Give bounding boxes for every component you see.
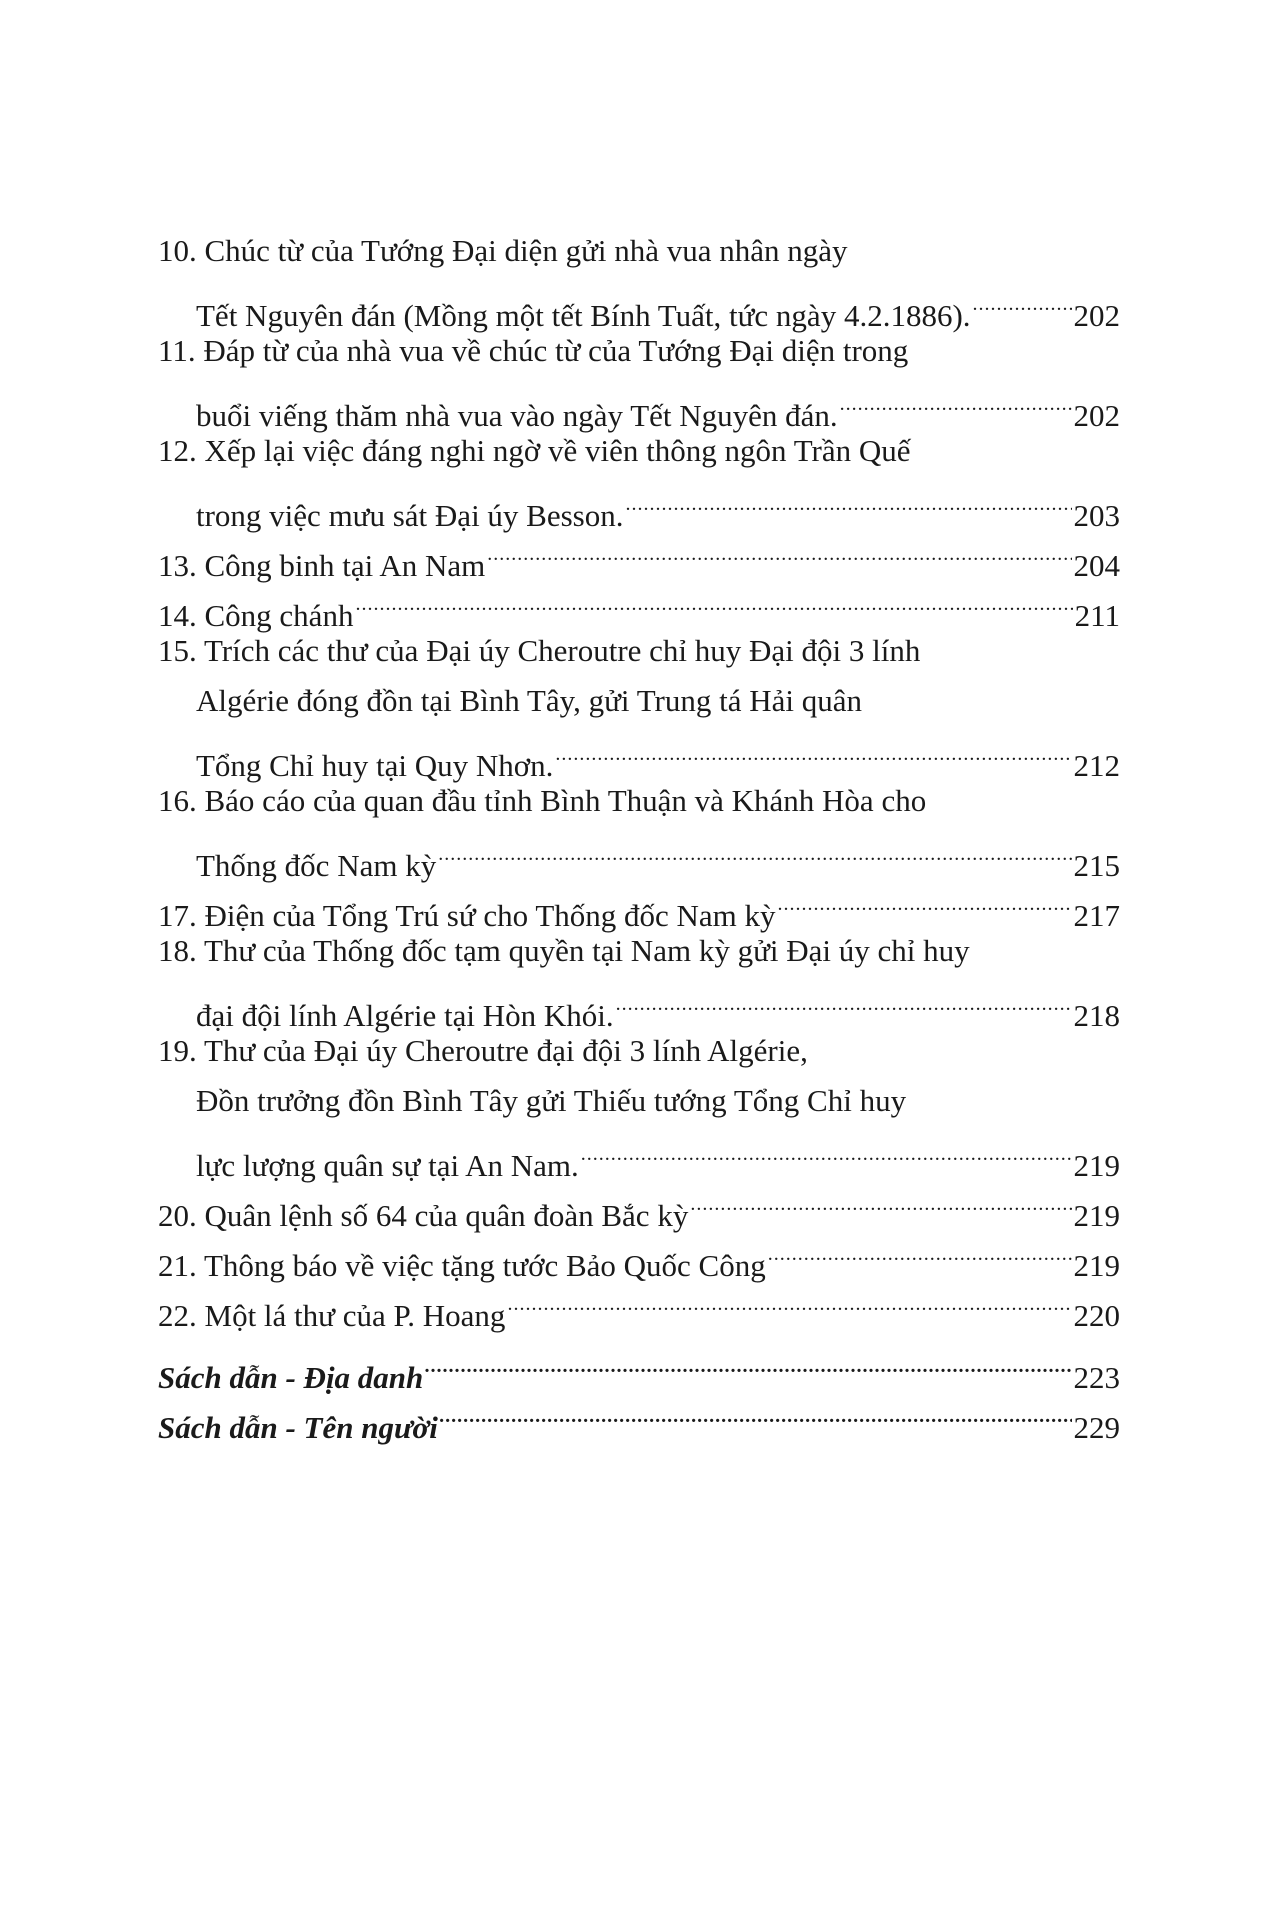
- index-title-person-names: Sách dẫn - Tên người: [158, 1410, 438, 1445]
- toc-line: [158, 426, 1120, 476]
- dot-leader: [487, 526, 1071, 576]
- dot-leader: [438, 826, 1071, 876]
- toc-page-number: 212: [1073, 748, 1120, 783]
- toc-line: [158, 676, 1120, 726]
- toc-page-number: 215: [1073, 848, 1120, 883]
- toc-page-number: 220: [1073, 1298, 1120, 1333]
- toc-entry-title-continued: lực lượng quân sự tại An Nam.: [196, 1148, 579, 1183]
- toc-entry-title: 21. Thông báo về việc tặng tước Bảo Quốc Công: [158, 1248, 766, 1283]
- dot-leader: [778, 876, 1072, 926]
- toc-line: [158, 1076, 1120, 1126]
- toc-entry-title: 10. Chúc từ của Tướng Đại diện gửi nhà vua nhân ngày: [158, 233, 848, 268]
- toc-entry-title: 15. Trích các thư của Đại úy Cheroutre chỉ huy Đại đội 3 lính: [158, 633, 921, 668]
- dot-leader: [507, 1276, 1071, 1326]
- toc-entry-title-continued: Algérie đóng đồn tại Bình Tây, gửi Trung tá Hải quân: [196, 683, 863, 718]
- toc-line: [158, 276, 1120, 333]
- toc-entry-title-continued: Thống đốc Nam kỳ: [196, 848, 437, 883]
- dot-leader: [840, 376, 1072, 426]
- toc-page-number: 218: [1073, 998, 1120, 1033]
- dot-leader: [581, 1126, 1072, 1176]
- toc-entry-title-continued: Tết Nguyên đán (Mồng một tết Bính Tuất, tức ngày 4.2.1886).: [196, 298, 971, 333]
- toc-line: [158, 776, 1120, 826]
- toc-entry: [158, 926, 1120, 1033]
- toc-page-number: 219: [1073, 1198, 1120, 1233]
- toc-page-number: 223: [1073, 1360, 1120, 1395]
- toc-entry: [158, 1026, 1120, 1183]
- index-title-place-names: Sách dẫn - Địa danh: [158, 1360, 424, 1395]
- toc-line: [158, 626, 1120, 676]
- toc-line: [158, 1126, 1120, 1183]
- toc-page-number: 229: [1073, 1410, 1120, 1445]
- toc-entry-title: 19. Thư của Đại úy Cheroutre đại đội 3 lính Algérie,: [158, 1033, 808, 1068]
- toc-page-number: 219: [1073, 1148, 1120, 1183]
- toc-line: [158, 326, 1120, 376]
- dot-leader: [555, 726, 1071, 776]
- toc-entry-title-continued: Tổng Chỉ huy tại Quy Nhơn.: [196, 748, 554, 783]
- toc-line: [158, 976, 1120, 1033]
- dot-leader: [425, 1338, 1071, 1388]
- table-of-contents: [158, 226, 1120, 1445]
- toc-line: [158, 226, 1120, 276]
- toc-page-number: 211: [1074, 598, 1120, 633]
- toc-page-number: 203: [1073, 498, 1120, 533]
- toc-entry: [158, 776, 1120, 883]
- dot-leader: [616, 976, 1072, 1026]
- toc-page-number: 202: [1073, 298, 1120, 333]
- toc-entry-title-continued: đại đội lính Algérie tại Hòn Khói.: [196, 998, 614, 1033]
- toc-entry-title-continued: buổi viếng thăm nhà vua vào ngày Tết Nguyên đán.: [196, 398, 838, 433]
- toc-entry: [158, 626, 1120, 783]
- toc-index-entry: [158, 1338, 1120, 1395]
- toc-line: [158, 1338, 1120, 1395]
- toc-entry-title: 12. Xếp lại việc đáng nghi ngờ về viên thông ngôn Trần Quế: [158, 433, 911, 468]
- toc-entry-title: 11. Đáp từ của nhà vua về chúc từ của Tướng Đại diện trong: [158, 333, 909, 368]
- toc-line: [158, 726, 1120, 783]
- toc-entry-title: 17. Điện của Tổng Trú sứ cho Thống đốc Nam kỳ: [158, 898, 776, 933]
- toc-page-number: 219: [1073, 1248, 1120, 1283]
- toc-entry-title: 13. Công binh tại An Nam: [158, 548, 486, 583]
- toc-line: [158, 376, 1120, 433]
- dot-leader: [440, 1388, 1072, 1438]
- toc-line: [158, 926, 1120, 976]
- toc-line: [158, 476, 1120, 533]
- toc-line: [158, 826, 1120, 883]
- toc-entry-title: 14. Công chánh: [158, 598, 354, 633]
- dot-leader: [973, 276, 1072, 326]
- toc-page-number: 217: [1073, 898, 1120, 933]
- toc-page-number: 204: [1073, 548, 1120, 583]
- dot-leader: [768, 1226, 1072, 1276]
- toc-entry-title: 16. Báo cáo của quan đầu tỉnh Bình Thuận và Khánh Hòa cho: [158, 783, 927, 818]
- toc-entry-title-continued: Đồn trưởng đồn Bình Tây gửi Thiếu tướng Tổng Chỉ huy: [196, 1083, 907, 1118]
- dot-leader: [626, 476, 1072, 526]
- toc-line: [158, 1026, 1120, 1076]
- toc-entry: [158, 226, 1120, 333]
- dot-leader: [690, 1176, 1071, 1226]
- toc-entry: [158, 326, 1120, 433]
- dot-leader: [355, 576, 1072, 626]
- toc-entry: [158, 426, 1120, 533]
- toc-page-number: 202: [1073, 398, 1120, 433]
- toc-entry-title: 18. Thư của Thống đốc tạm quyền tại Nam kỳ gửi Đại úy chỉ huy: [158, 933, 970, 968]
- toc-entry-title: 22. Một lá thư của P. Hoang: [158, 1298, 506, 1333]
- toc-entry-title: 20. Quân lệnh số 64 của quân đoàn Bắc kỳ: [158, 1198, 689, 1233]
- toc-entry-title-continued: trong việc mưu sát Đại úy Besson.: [196, 498, 624, 533]
